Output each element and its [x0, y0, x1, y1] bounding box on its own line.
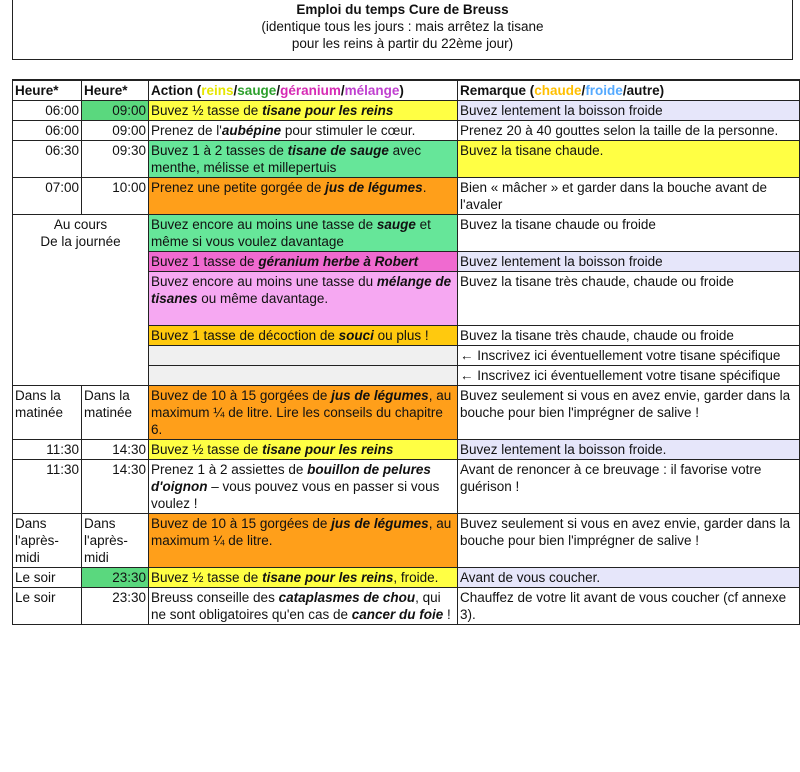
action-cell — [149, 141, 458, 178]
legend-sep: / — [340, 83, 345, 98]
table-row — [13, 101, 800, 121]
action-text: Buvez ½ tasse de — [151, 570, 263, 585]
legend-sep: / — [581, 83, 586, 98]
header-action-prefix: Action ( — [151, 83, 202, 98]
table-row — [13, 386, 800, 440]
action-text: pour stimuler le cœur. — [281, 123, 416, 138]
time-cell: 07:00 — [13, 178, 82, 215]
document-title-box — [12, 0, 793, 60]
day-period-label: De la journée — [40, 234, 121, 249]
action-text: Buvez 1 à 2 tasses de — [151, 143, 288, 158]
time-cell: 09:00 — [82, 101, 149, 121]
remark-cell: Buvez la tisane très chaude, chaude ou froide — [458, 272, 800, 326]
action-text: Buvez ½ tasse de — [151, 103, 263, 118]
remark-cell: Chauffez de votre lit avant de vous coucher (cf annexe 3). — [458, 588, 800, 625]
action-emphasis: bouillon de pelures d'oignon — [151, 462, 431, 494]
action-text: . — [422, 180, 427, 195]
action-text: – vous pouvez vous en passer si vous voulez ! — [151, 479, 440, 511]
action-text: ou plus ! — [373, 328, 429, 343]
action-emphasis: souci — [338, 328, 374, 343]
action-emphasis: mélange de tisanes — [151, 274, 452, 306]
table-row — [13, 121, 800, 141]
action-text: , qui ne sont obligatoires qu'en cas de — [151, 590, 441, 622]
header-heure-1: Heure* — [13, 80, 82, 101]
table-row — [13, 178, 800, 215]
action-emphasis: géranium herbe à Robert — [258, 254, 419, 269]
header-remarque — [458, 80, 800, 101]
action-cell — [149, 121, 458, 141]
header-remarque-prefix: Remarque ( — [460, 83, 535, 98]
action-emphasis: cataplasmes de chou — [278, 590, 416, 605]
remark-cell: Buvez lentement la boisson froide. — [458, 440, 800, 460]
remark-cell: Buvez lentement la boisson froide — [458, 101, 800, 121]
action-emphasis: aubépine — [221, 123, 282, 138]
header-row — [13, 80, 800, 101]
table-row — [13, 215, 800, 252]
header-heure-2: Heure* — [82, 80, 149, 101]
action-cell — [149, 272, 458, 326]
time-cell: 10:00 — [82, 178, 149, 215]
remark-cell: Buvez la tisane chaude ou froide — [458, 215, 800, 252]
action-text: Prenez 1 à 2 assiettes de — [151, 462, 308, 477]
document-subtitle-line1: (identique tous les jours : mais arrêtez la tisane — [261, 19, 544, 34]
time-cell: 11:30 — [13, 460, 82, 514]
action-text: Buvez ½ tasse de — [151, 442, 263, 457]
legend-froide: froide — [585, 83, 623, 98]
remark-cell: Buvez la tisane chaude. — [458, 141, 800, 178]
table-row — [13, 460, 800, 514]
header-remarque-suffix: /autre) — [622, 83, 665, 98]
action-cell — [149, 252, 458, 272]
document-subtitle-line2: pour les reins à partir du 22ème jour) — [291, 36, 514, 51]
time-cell: Dans la matinée — [13, 386, 82, 440]
day-period-cell — [13, 215, 149, 386]
remark-cell: Buvez seulement si vous en avez envie, garder dans la bouche pour bien l'imprégner de salive ! — [458, 386, 800, 440]
remark-cell: ← Inscrivez ici éventuellement votre tisane spécifique — [458, 346, 800, 366]
action-text: , froide. — [393, 570, 439, 585]
remark-cell: Prenez 20 à 40 gouttes selon la taille de la personne. — [458, 121, 800, 141]
remark-cell: Buvez lentement la boisson froide — [458, 252, 800, 272]
remark-cell: Buvez seulement si vous en avez envie, garder dans la bouche pour bien l'imprégner de salive ! — [458, 514, 800, 568]
action-emphasis: tisane pour les reins — [262, 442, 394, 457]
table-row — [13, 568, 800, 588]
remark-cell: ← Inscrivez ici éventuellement votre tisane spécifique — [458, 366, 800, 386]
action-text: Buvez de 10 à 15 gorgées de — [151, 516, 332, 531]
action-text: Buvez 1 tasse de décoction de — [151, 328, 339, 343]
time-cell: 14:30 — [82, 460, 149, 514]
action-cell — [149, 215, 458, 252]
action-text: , au maximum ¼ de litre. — [151, 516, 452, 548]
remark-cell: Bien « mâcher » et garder dans la bouche avant de l'avaler — [458, 178, 800, 215]
time-cell: Le soir — [13, 568, 82, 588]
action-emphasis: tisane pour les reins — [262, 103, 394, 118]
action-emphasis: sauge — [376, 217, 416, 232]
action-text: avec menthe, mélisse et millepertuis — [151, 143, 422, 175]
action-text: Buvez de 10 à 15 gorgées de — [151, 388, 332, 403]
legend-melange: mélange — [344, 83, 400, 98]
time-cell: 09:00 — [82, 121, 149, 141]
time-cell: 09:30 — [82, 141, 149, 178]
time-cell: 06:00 — [13, 101, 82, 121]
custom-tisane-cell[interactable] — [149, 346, 458, 366]
document-title: Emploi du temps Cure de Breuss — [296, 2, 509, 17]
action-cell — [149, 440, 458, 460]
action-text: Buvez 1 tasse de — [151, 254, 259, 269]
action-cell — [149, 588, 458, 625]
remark-cell: Avant de renoncer à ce breuvage : il favorise votre guérison ! — [458, 460, 800, 514]
custom-tisane-cell[interactable] — [149, 366, 458, 386]
action-cell — [149, 568, 458, 588]
time-cell: 23:30 — [82, 588, 149, 625]
header-action — [149, 80, 458, 101]
table-row — [13, 141, 800, 178]
time-cell: 06:00 — [13, 121, 82, 141]
legend-sep: / — [233, 83, 238, 98]
remark-cell: Avant de vous coucher. — [458, 568, 800, 588]
action-text: Breuss conseille des — [151, 590, 279, 605]
time-cell: Dans l'après-midi — [13, 514, 82, 568]
time-cell: 14:30 — [82, 440, 149, 460]
remark-cell: Buvez la tisane très chaude, chaude ou froide — [458, 326, 800, 346]
time-cell: 23:30 — [82, 568, 149, 588]
legend-geranium: géranium — [280, 83, 341, 98]
action-emphasis: jus de légumes — [331, 388, 429, 403]
action-emphasis: tisane pour les reins — [262, 570, 394, 585]
action-text: , au maximum ¼ de litre. Lire les conseils du chapitre 6. — [151, 388, 452, 437]
action-text: ou même davantage. — [197, 291, 329, 306]
legend-sauge: sauge — [237, 83, 277, 98]
action-cell — [149, 514, 458, 568]
action-emphasis: jus de légumes — [325, 180, 423, 195]
table-row — [13, 440, 800, 460]
legend-reins: reins — [201, 83, 234, 98]
action-text: ! — [443, 607, 451, 622]
time-cell: Dans la matinée — [82, 386, 149, 440]
action-cell — [149, 178, 458, 215]
action-text: et même si vous voulez davantage — [151, 217, 431, 249]
action-text: Buvez encore au moins une tasse de — [151, 217, 377, 232]
header-action-suffix: ) — [399, 83, 404, 98]
time-cell: 06:30 — [13, 141, 82, 178]
time-cell: 11:30 — [13, 440, 82, 460]
time-cell: Dans l'après-midi — [82, 514, 149, 568]
action-text: Prenez de l' — [151, 123, 222, 138]
action-text: Prenez une petite gorgée de — [151, 180, 326, 195]
action-cell — [149, 101, 458, 121]
time-cell: Le soir — [13, 588, 82, 625]
action-cell — [149, 460, 458, 514]
schedule-table — [12, 79, 800, 625]
action-cell — [149, 386, 458, 440]
table-row — [13, 514, 800, 568]
action-emphasis: tisane de sauge — [287, 143, 389, 158]
action-cell — [149, 326, 458, 346]
action-emphasis: jus de légumes — [331, 516, 429, 531]
legend-chaude: chaude — [534, 83, 582, 98]
legend-sep: / — [276, 83, 281, 98]
action-emphasis: cancer du foie — [351, 607, 444, 622]
day-period-label: Au cours — [53, 217, 108, 232]
table-row — [13, 588, 800, 625]
action-text: Buvez encore au moins une tasse du — [151, 274, 377, 289]
